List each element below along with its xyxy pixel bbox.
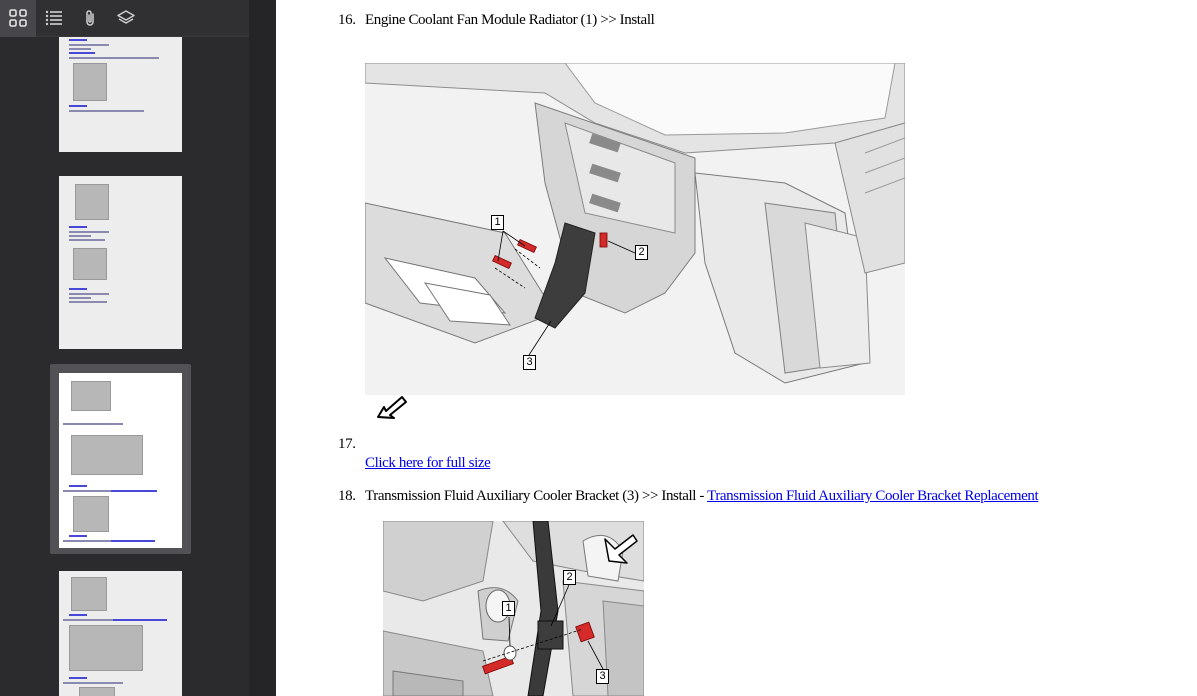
step-number: 16. [338,12,356,28]
page-thumbnail-3[interactable] [59,373,182,548]
step-18 [338,487,1038,505]
thumbnail-sidebar [0,0,249,696]
grid-icon [8,8,28,28]
callout-3: 3 [596,669,609,684]
page-thumbnail-4[interactable] [59,571,182,696]
figure-radiator-install [365,63,905,395]
step-number: 18. [338,488,356,504]
outline-tab[interactable] [36,0,72,37]
page-thumbnail-2[interactable] [59,176,182,349]
step-text: Engine Coolant Fan Module Radiator (1) >> Install [365,12,655,28]
step-number: 17. [338,436,356,452]
sidebar-toolbar [0,0,249,37]
list-icon [44,8,64,28]
sidebar-scrollbar[interactable] [249,0,276,696]
callout-1: 1 [491,215,504,230]
layers-icon [116,8,136,28]
attachments-tab[interactable] [72,0,108,37]
callout-3: 3 [523,355,536,370]
step-17 [338,435,365,453]
forward-direction-arrow-icon [376,393,408,421]
page-thumbnail-1[interactable] [59,37,182,152]
step-text: Transmission Fluid Auxiliary Cooler Bracket (3) >> Install - [365,488,708,504]
step-16 [338,11,654,29]
full-size-link-row [365,454,490,472]
callout-2: 2 [563,570,576,585]
radiator-illustration [365,63,905,395]
thumbnails-tab[interactable] [0,0,36,37]
cooler-bracket-replacement-link[interactable]: Transmission Fluid Auxiliary Cooler Bracket Replacement [707,488,1039,504]
figure-cooler-bracket-install [383,521,644,696]
full-size-link[interactable]: Click here for full size [365,455,491,471]
callout-1: 1 [502,601,515,616]
document-page [276,0,1197,696]
paperclip-icon [80,8,100,28]
callout-2: 2 [635,245,648,260]
layers-tab[interactable] [108,0,144,37]
